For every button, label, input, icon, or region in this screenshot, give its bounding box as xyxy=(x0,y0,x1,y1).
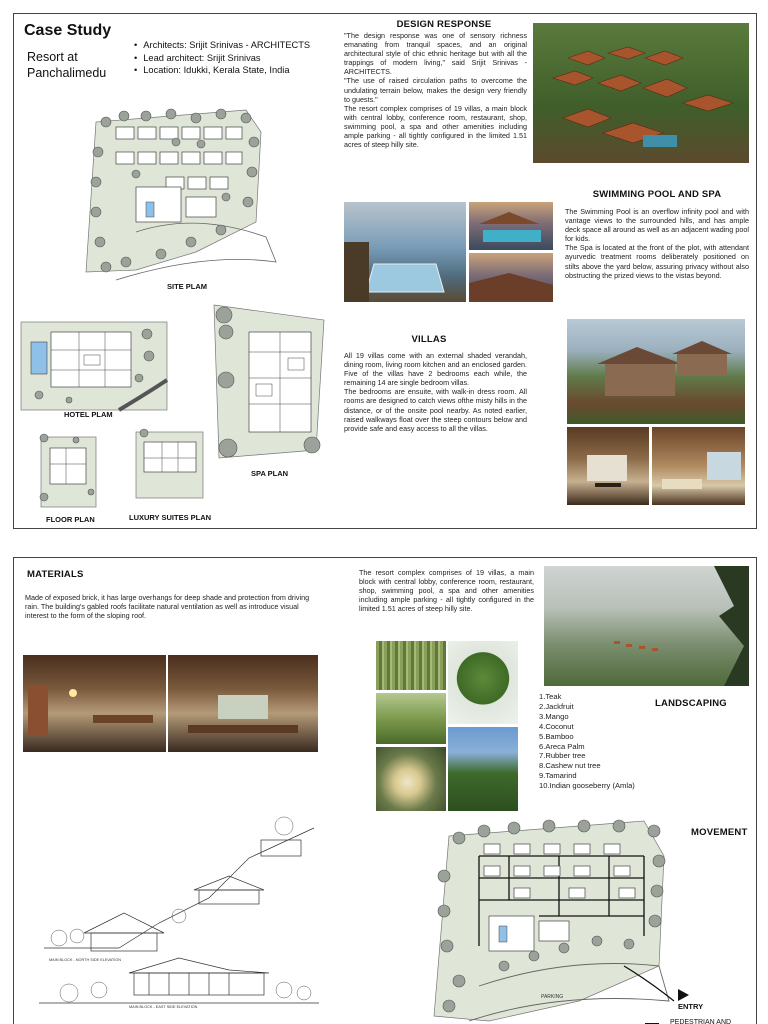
brick-interior-photo xyxy=(23,655,166,752)
site-plan-drawing xyxy=(76,102,326,292)
luxury-suites-plan-caption: LUXURY SUITES PLAN xyxy=(129,513,212,522)
design-response-para-2: "The use of raised circulation paths to overcome the undulating terrain below, makes the design very friendly to guests." xyxy=(344,76,527,104)
spa-plan-drawing xyxy=(204,300,329,465)
pool-spa-para-2: The Spa is located at the front of the plot, with attendant ayurvedic treatment rooms deliberately positioned on stilts above the yard below, assuring privacy without also obstructing the prized views to the vistas beyond. xyxy=(565,243,749,280)
luxury-suites-plan-drawing xyxy=(132,428,207,503)
hotel-plan-drawing xyxy=(19,320,169,412)
legend-pedestrian-label: PEDESTRIAN AND xyxy=(670,1019,732,1024)
misty-hills-photo xyxy=(544,566,749,686)
design-response-para-1: "The design response was one of sensory richness emanating from tranquil spaces, and an original architectural style of chic ethnic heritage but with all the trappings of modern living," said Srijit Srinivas - ARCHITECTS. xyxy=(344,31,527,77)
villa-exterior-photo xyxy=(567,319,745,424)
villas-para-1: All 19 villas come with an external shaded verandah, dining room, living room kitchen and an enclosed garden. Five of the villas have 2 bedrooms each while, the remaining 14 are single bedroom villas. xyxy=(344,351,527,388)
site-plan-caption: SITE PLAM xyxy=(167,282,208,291)
villa-living-photo xyxy=(652,427,745,505)
restaurant-interior-photo xyxy=(168,655,318,752)
parking-label: PARKING xyxy=(541,994,564,1000)
mango-tree-photo xyxy=(448,641,518,724)
project-info-list xyxy=(134,39,339,77)
pool-deck-photo xyxy=(469,202,553,250)
north-elevation-label: MAIN BLOCK - NORTH SIDE ELEVATION xyxy=(49,958,121,962)
villas-text xyxy=(344,351,527,433)
design-response-para-3: The resort complex comprises of 19 villas, a main block with central lobby, conference room, restaurant, shop, swimming pool, a spa and other amenities including ample parking - all tightly configured in the limited 1.51 acres of steep hilly site. xyxy=(344,103,527,150)
entry-label: ENTRY xyxy=(678,1002,704,1011)
project-name xyxy=(27,49,106,81)
elevations-drawing xyxy=(29,798,324,1008)
design-response-heading: DESIGN RESPONSE xyxy=(396,19,492,30)
project-name-line-1: Resort at xyxy=(27,50,78,64)
materials-heading: MATERIALS xyxy=(27,569,84,580)
movement-heading: MOVEMENT xyxy=(691,827,748,838)
bamboo-grove-photo xyxy=(376,641,446,690)
plant-species-list xyxy=(539,692,669,791)
infinity-pool-photo xyxy=(344,202,466,302)
floor-plan-caption: FLOOR PLAN xyxy=(46,515,95,524)
plant-item: 8.Cashew nut tree xyxy=(539,761,601,771)
design-response-text xyxy=(344,31,527,149)
plant-item: 7.Rubber tree xyxy=(539,751,586,761)
floor-plan-drawing xyxy=(36,432,101,512)
info-architects: • Architects: Srijit Srinivas - ARCHITECTS xyxy=(134,39,339,52)
info-lead-architect: • Lead architect: Srijit Srinivas xyxy=(134,52,339,65)
pool-spa-heading: SWIMMING POOL AND SPA xyxy=(592,189,722,200)
pool-spa-para-1: The Swimming Pool is an overflow infinity pool and with vantage views to the surrounded hills, and has ample deck space all around as well as an adjacent wading pool for kids. xyxy=(565,207,749,244)
east-elevation-label: MAIN BLOCK - EAST SIDE ELEVATION xyxy=(129,1005,198,1008)
plant-item: 10.Indian gooseberry (Amla) xyxy=(539,781,635,791)
plant-item: 5.Bamboo xyxy=(539,731,574,741)
case-study-sheet-1 xyxy=(13,13,757,529)
case-study-sheet-2 xyxy=(13,557,757,1024)
spa-view-photo xyxy=(469,253,553,302)
bamboo-leaves-photo xyxy=(376,693,446,744)
project-name-line-2: Panchalimedu xyxy=(27,66,107,80)
page-title: Case Study xyxy=(24,22,112,39)
villas-heading: VILLAS xyxy=(411,334,447,345)
trumpet-flower-photo xyxy=(376,747,446,811)
villa-dining-photo xyxy=(567,427,649,505)
resort-overview-text: The resort complex comprises of 19 villas, a main block with central lobby, conference room, restaurant, shop, swimming pool, a spa and other amenities including ample parking - all tightly configured in the limited 1.51 acres of steep hilly site. xyxy=(359,568,534,614)
villas-para-2: The bedrooms are ensuite, with walk-in dress room. All rooms are designed to catch views ofthe misty hills in the distance, or of the onsite pool nearby. As noted earlier, raised walkways float over the steep contours below and provide safe and easy access to all the villas. xyxy=(344,387,527,433)
jackfruit-tree-photo xyxy=(448,727,518,811)
plant-item: 1.Teak xyxy=(539,692,562,701)
entry-arrow-icon xyxy=(676,988,690,1002)
materials-text: Made of exposed brick, it has large overhangs for deep shade and protection from driving rain. The building's gabled roofs facilitate natural ventilation as well as introduce visual interest to the form of the sloping roof. xyxy=(25,593,310,621)
spa-plan-caption: SPA PLAN xyxy=(251,469,289,478)
resort-aerial-photo xyxy=(533,23,749,163)
plant-item: 3.Mango xyxy=(539,711,569,721)
movement-plan-drawing xyxy=(419,816,689,1024)
pool-spa-text xyxy=(565,207,749,280)
info-location: • Location: Idukki, Kerala State, India xyxy=(134,64,339,77)
plant-item: 4.Coconut xyxy=(539,721,574,731)
landscaping-heading: LANDSCAPING xyxy=(655,698,727,709)
hotel-plan-caption: HOTEL PLAM xyxy=(64,410,113,419)
plant-item: 2.Jackfruit xyxy=(539,701,574,711)
plant-item: 6.Areca Palm xyxy=(539,741,585,751)
plant-item: 9.Tamarind xyxy=(539,771,577,781)
